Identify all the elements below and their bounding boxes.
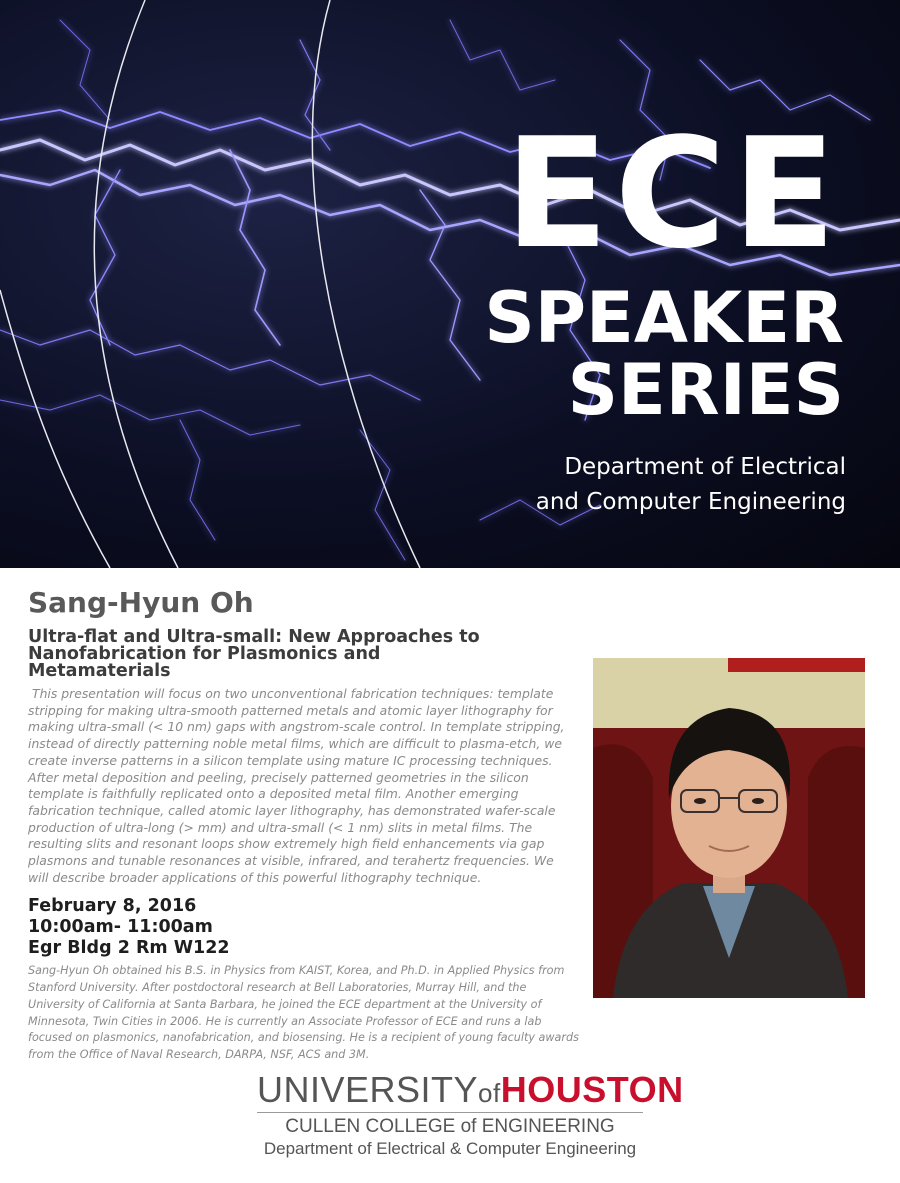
speaker-series-title xyxy=(484,277,844,431)
speaker-name: Sang-Hyun Oh xyxy=(28,586,254,619)
lightning-bolt xyxy=(0,330,420,400)
speaker-series-line1: SPEAKER xyxy=(484,277,844,359)
speaker-portrait-illustration xyxy=(593,658,865,998)
speaker-bio: Sang-Hyun Oh obtained his B.S. in Physics from KAIST, Korea, and Ph.D. in Applied Physics from Stanford University. After postdoctoral research at Bell Laboratories, Murray Hill, and the University of California at Santa Barbara, he joined the ECE department at the University of Minnesota, Twin Cities in 2006. He is currently an Associate Professor of ECE and runs a lab focused on plasmonics, nanofabrication, and biosensing. He is a recipient of young faculty awards from the Office of Naval Research, DARPA, NSF, ACS and 3M. xyxy=(28,964,579,1061)
speaker-photo xyxy=(593,658,865,998)
lightning-bolt xyxy=(230,150,280,345)
talk-title: Ultra-flat and Ultra-small: New Approaches to Nanofabrication for Plasmonics and Metamaterials xyxy=(28,627,480,681)
lightning-banner xyxy=(0,0,900,568)
uh-of: of xyxy=(478,1078,501,1108)
lightning-bolt xyxy=(420,190,480,380)
event-date: February 8, 2016 xyxy=(28,896,197,917)
footer-divider xyxy=(257,1112,643,1113)
banner-department xyxy=(536,450,846,520)
event-time: 10:00am- 11:00am xyxy=(28,917,213,938)
university-logo xyxy=(257,1069,684,1113)
banner-department-line2: and Computer Engineering xyxy=(535,489,846,515)
speaker-series-line2: SERIES xyxy=(567,349,844,431)
lightning-bolt xyxy=(180,420,215,540)
arc-line xyxy=(94,0,178,568)
event-location: Egr Bldg 2 Rm W122 xyxy=(28,938,230,959)
uh-houston: HOUSTON xyxy=(500,1069,684,1110)
lightning-bolt xyxy=(360,430,405,560)
talk-details xyxy=(28,585,578,1064)
banner-department-line1: Department of Electrical xyxy=(564,454,846,480)
college-name: CULLEN COLLEGE of ENGINEERING xyxy=(285,1116,615,1137)
event-info xyxy=(28,896,578,959)
lightning-bolt xyxy=(60,20,110,120)
ece-title: ECE xyxy=(504,105,842,282)
footer-department: Department of Electrical & Computer Engineering xyxy=(263,1139,637,1158)
lightning-bolt xyxy=(450,20,555,90)
arc-line xyxy=(312,0,420,568)
talk-abstract: This presentation will focus on two unconventional fabrication techniques: template stripping for making ultra-smooth patterned metals and atomic layer lithography for making ultra-small (< 10 nm) gaps with angstrom-scale control. In template stripping, instead of directly patterning noble metal films, which are difficult to plasma-etch, we create inverse patterns in a silicon template using mature IC processing techniques. After metal deposition and peeling, precisely patterned geometries in the silicon template is faithfully replicated onto a deposited metal film. Another emerging fabrication technique, called atomic layer lithography, has demonstrated wafer-scale production of ultra-long (> mm) and ultra-small (< 1 nm) slits in metal films. The resulting slits and resonant loops show extremely high field enhancements via gap plasmons and tunable resonances at visible, infrared, and terahertz frequencies. We will describe broader applications of this powerful lithography technique. xyxy=(28,686,565,885)
uh-prefix: UNIVERSITY xyxy=(257,1069,479,1110)
